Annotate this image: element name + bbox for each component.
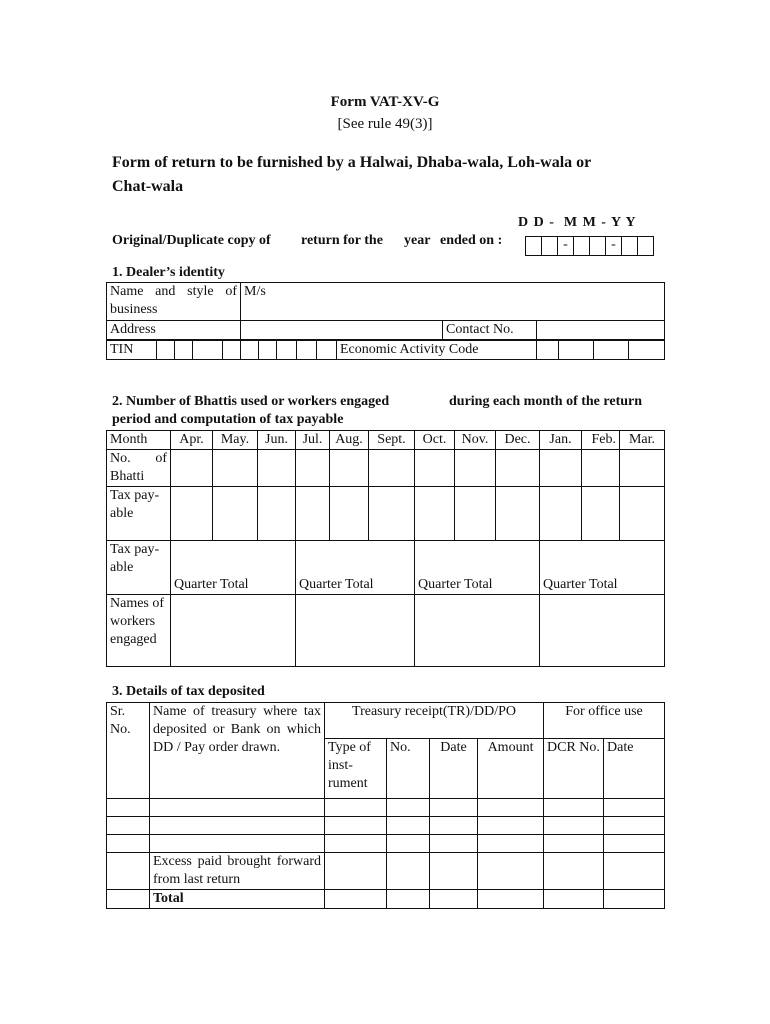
name-style-label: Name and style of business: [107, 283, 241, 321]
date-box-d2[interactable]: [541, 236, 558, 256]
table-cell[interactable]: [107, 835, 150, 853]
total-cell[interactable]: [544, 890, 604, 909]
table-cell[interactable]: [478, 835, 544, 853]
bhatti-cell[interactable]: [330, 450, 369, 487]
quarter-total-label: Quarter Total: [299, 577, 374, 592]
total-cell[interactable]: [430, 890, 478, 909]
tax-payable-cell[interactable]: [369, 487, 415, 541]
date-box-sep2: [605, 236, 622, 256]
contact-field[interactable]: [537, 321, 665, 340]
quarter-total-label: Quarter Total: [543, 577, 618, 592]
tin-row-table: [106, 340, 665, 360]
total-cell[interactable]: [387, 890, 430, 909]
month-header-feb: Feb.: [582, 431, 620, 450]
copy-label: Original/Duplicate copy of: [112, 233, 271, 248]
tax-payable-cell[interactable]: [330, 487, 369, 541]
month-header-jul: Jul.: [296, 431, 330, 450]
section2-title-line2: period and computation of tax payable: [112, 412, 344, 427]
bhatti-cell[interactable]: [540, 450, 582, 487]
table-cell[interactable]: [604, 799, 665, 817]
date-format-label: D D - M M - Y Y: [518, 215, 637, 230]
table-cell[interactable]: [387, 799, 430, 817]
tax-payable-cell[interactable]: [415, 487, 455, 541]
month-header-sept: Sept.: [369, 431, 415, 450]
table-cell[interactable]: [430, 835, 478, 853]
tin-label: TIN: [107, 341, 157, 360]
tin-digit-box[interactable]: [175, 341, 193, 360]
table-cell[interactable]: [430, 799, 478, 817]
name-style-field[interactable]: [241, 283, 665, 321]
table-row: [107, 817, 665, 835]
workers-row-label: Names of workers engaged: [107, 595, 171, 667]
table-cell[interactable]: [478, 853, 544, 890]
address-label: Address: [107, 321, 241, 340]
table-cell[interactable]: [604, 835, 665, 853]
workers-cell-q3[interactable]: [415, 595, 540, 667]
quarter-total-q3[interactable]: [415, 541, 540, 595]
activity-code-box[interactable]: [594, 341, 629, 360]
table-cell[interactable]: [150, 835, 325, 853]
date-separator-2: -: [611, 237, 616, 252]
workers-cell-q1[interactable]: [171, 595, 296, 667]
sr-no-header: Sr. No.: [107, 703, 150, 799]
table-cell[interactable]: [604, 817, 665, 835]
quarter-total-label: Quarter Total: [174, 577, 249, 592]
tax-deposited-table: [106, 702, 665, 909]
total-label: Total: [150, 890, 325, 909]
tin-digit-box[interactable]: [317, 341, 337, 360]
table-cell[interactable]: [325, 853, 387, 890]
bhatti-cell[interactable]: [213, 450, 258, 487]
ms-prefix: M/s: [244, 284, 266, 299]
table-cell[interactable]: [604, 853, 665, 890]
table-cell[interactable]: [325, 799, 387, 817]
table-cell[interactable]: [387, 835, 430, 853]
table-cell[interactable]: [430, 853, 478, 890]
treasury-name-header: Name of treasury where tax deposited or Bank on which DD / Pay order drawn.: [150, 703, 325, 799]
date-box-sep1: [557, 236, 574, 256]
form-heading-line2: Chat-wala: [112, 178, 184, 195]
treasury-receipt-header: Treasury receipt(TR)/DD/PO: [325, 703, 544, 739]
excess-paid-label: Excess paid brought forward from last return: [150, 853, 325, 890]
economic-activity-label: Economic Activity Code: [337, 341, 537, 360]
quarter-total-q1[interactable]: [171, 541, 296, 595]
month-header-aug: Aug.: [330, 431, 369, 450]
date-box-m2[interactable]: [589, 236, 606, 256]
date-box-d1[interactable]: [525, 236, 542, 256]
rule-reference: [See rule 49(3)]: [337, 116, 433, 132]
tax-payable-cell[interactable]: [455, 487, 496, 541]
bhatti-cell[interactable]: [415, 450, 455, 487]
tax-payable-cell[interactable]: [620, 487, 665, 541]
tax-payable-cell[interactable]: [496, 487, 540, 541]
contact-label: Contact No.: [443, 321, 537, 340]
instrument-type-header: Type of inst-rument: [325, 739, 387, 799]
table-cell[interactable]: [107, 853, 150, 890]
bhatti-cell[interactable]: [582, 450, 620, 487]
activity-code-box[interactable]: [537, 341, 559, 360]
quarter-total-label: Quarter Total: [418, 577, 493, 592]
table-cell[interactable]: [107, 799, 150, 817]
return-label: return for the: [301, 233, 383, 248]
month-header-dec: Dec.: [496, 431, 540, 450]
quarter-total-q4[interactable]: [540, 541, 665, 595]
tin-digit-box[interactable]: [157, 341, 175, 360]
date-box-y1[interactable]: [621, 236, 638, 256]
month-header-oct: Oct.: [415, 431, 455, 450]
table-cell[interactable]: [325, 835, 387, 853]
table-cell[interactable]: [544, 835, 604, 853]
quarter-total-q2[interactable]: [296, 541, 415, 595]
tax-payable-row-label: Tax pay-able: [107, 487, 171, 541]
month-header-jun: Jun.: [258, 431, 296, 450]
office-date-header: Date: [604, 739, 665, 799]
bhatti-cell[interactable]: [171, 450, 213, 487]
table-cell[interactable]: [478, 817, 544, 835]
dcr-no-header: DCR No.: [544, 739, 604, 799]
form-heading-line1: Form of return to be furnished by a Halwai, Dhaba-wala, Loh-wala or: [112, 154, 592, 171]
month-header-mar: Mar.: [620, 431, 665, 450]
total-cell[interactable]: [325, 890, 387, 909]
tax-payable-cell[interactable]: [258, 487, 296, 541]
bhatti-cell[interactable]: [296, 450, 330, 487]
tax-payable-cell[interactable]: [540, 487, 582, 541]
month-header-jan: Jan.: [540, 431, 582, 450]
bhatti-cell[interactable]: [620, 450, 665, 487]
total-cell[interactable]: [478, 890, 544, 909]
date-box-m1[interactable]: [573, 236, 590, 256]
table-cell[interactable]: [387, 817, 430, 835]
tin-digit-box[interactable]: [223, 341, 241, 360]
bhatti-table: [106, 430, 665, 667]
table-cell[interactable]: [544, 853, 604, 890]
bhatti-cell[interactable]: [369, 450, 415, 487]
table-cell[interactable]: [150, 817, 325, 835]
tin-digit-box[interactable]: [259, 341, 277, 360]
instrument-date-header: Date: [430, 739, 478, 799]
address-field[interactable]: [241, 321, 443, 340]
month-header-apr: Apr.: [171, 431, 213, 450]
bhatti-cell[interactable]: [258, 450, 296, 487]
table-cell[interactable]: [107, 817, 150, 835]
bhatti-cell[interactable]: [455, 450, 496, 487]
tax-payable-cell[interactable]: [213, 487, 258, 541]
section3-title: 3. Details of tax deposited: [112, 684, 265, 699]
form-title: Form VAT-XV-G: [330, 94, 440, 110]
tin-digit-box[interactable]: [297, 341, 317, 360]
table-cell[interactable]: [107, 890, 150, 909]
month-header-nov: Nov.: [455, 431, 496, 450]
workers-cell-q2[interactable]: [296, 595, 415, 667]
office-use-header: For office use: [544, 703, 665, 739]
tax-payable-cell[interactable]: [171, 487, 213, 541]
date-separator-1: -: [563, 237, 568, 252]
bhatti-cell[interactable]: [496, 450, 540, 487]
table-cell[interactable]: [387, 853, 430, 890]
table-row: [107, 835, 665, 853]
total-cell[interactable]: [604, 890, 665, 909]
tax-payable-cell[interactable]: [296, 487, 330, 541]
dealer-identity-table: [106, 282, 665, 340]
amount-header: Amount: [478, 739, 544, 799]
table-cell[interactable]: [430, 817, 478, 835]
section2-title-part1: 2. Number of Bhattis used or workers engaged: [112, 394, 390, 409]
activity-code-box[interactable]: [629, 341, 665, 360]
section2-title-part2: during each month of the return: [449, 394, 643, 409]
month-header-may: May.: [213, 431, 258, 450]
quarter-tax-row-label: Tax pay-able: [107, 541, 171, 595]
date-box-y2[interactable]: [637, 236, 654, 256]
table-cell[interactable]: [478, 799, 544, 817]
ended-on-label: ended on :: [440, 233, 503, 248]
table-cell[interactable]: [150, 799, 325, 817]
activity-code-box[interactable]: [559, 341, 594, 360]
month-header: Month: [107, 431, 171, 450]
table-cell[interactable]: [325, 817, 387, 835]
workers-cell-q4[interactable]: [540, 595, 665, 667]
year-label: year: [404, 233, 431, 248]
tin-digit-box[interactable]: [241, 341, 259, 360]
table-cell[interactable]: [544, 799, 604, 817]
instrument-no-header: No.: [387, 739, 430, 799]
bhatti-row-label: No. of Bhatti: [107, 450, 171, 487]
tax-payable-cell[interactable]: [582, 487, 620, 541]
section1-title: 1. Dealer’s identity: [112, 265, 225, 280]
tin-digit-box[interactable]: [277, 341, 297, 360]
table-row: [107, 799, 665, 817]
tin-digit-box[interactable]: [193, 341, 223, 360]
table-cell[interactable]: [544, 817, 604, 835]
